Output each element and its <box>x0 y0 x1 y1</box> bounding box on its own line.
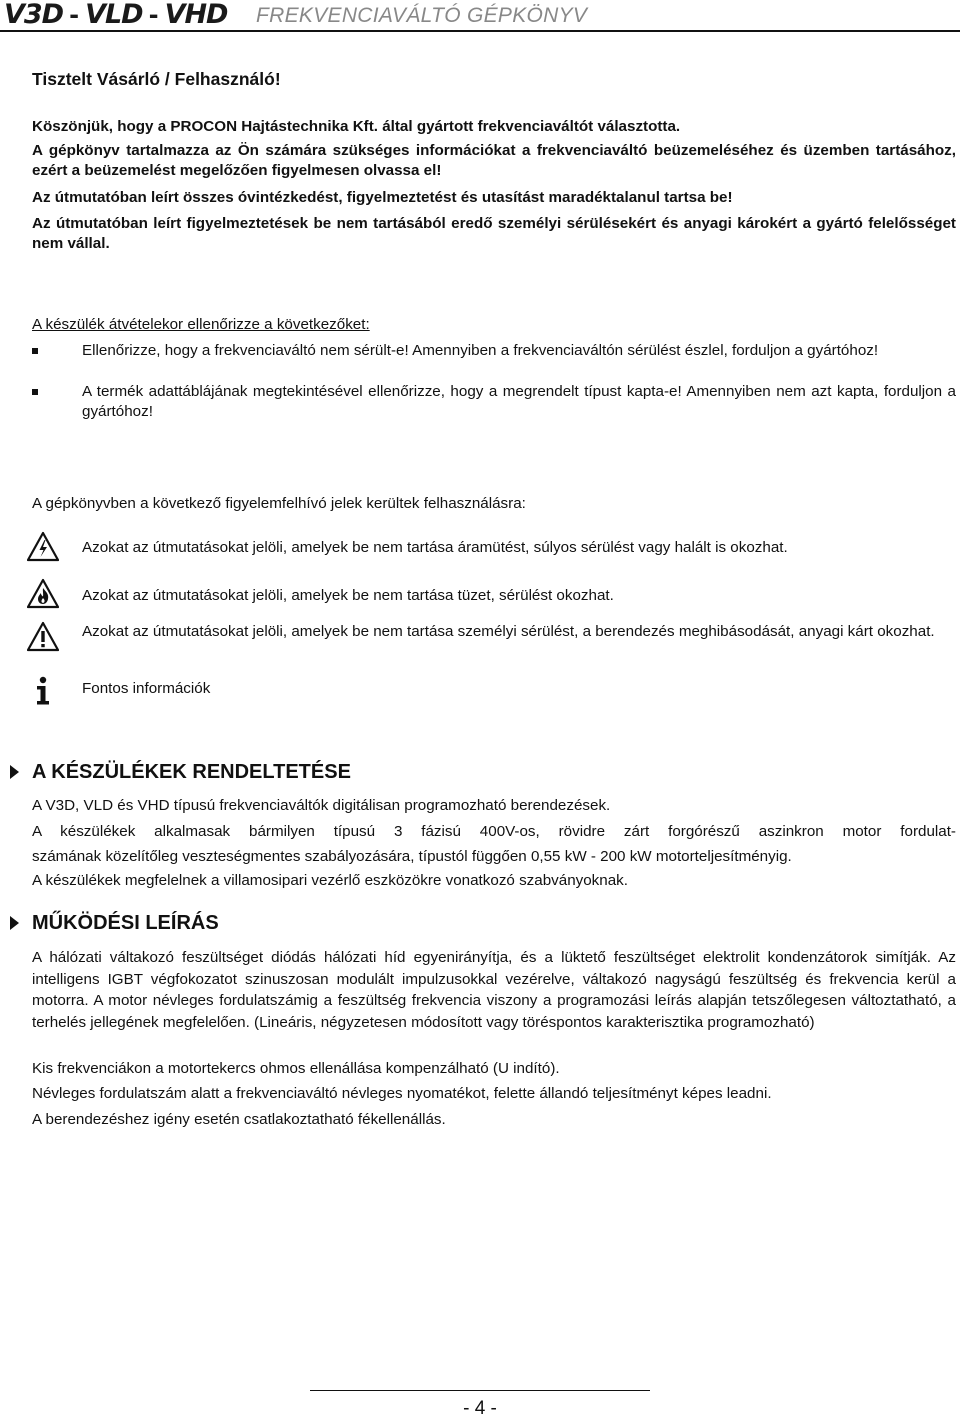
logo-vhd: VHD <box>164 0 228 30</box>
header-divider <box>0 30 960 32</box>
general-warning-icon <box>27 621 59 653</box>
section-arrow-icon <box>10 916 19 930</box>
fire-warning-icon <box>27 578 59 610</box>
purpose-paragraph-3: A készülékek megfelelnek a villamosipari vezérlő eszközökre vonatkozó szabványoknak. <box>32 872 628 889</box>
bullet-square <box>32 348 38 354</box>
intro-paragraph: A gépkönyv tartalmazza az Ön számára szükséges információkat a frekvenciaváltó beüzemeléséhez és üzemben tartásához, ezért a beüzemelést megelőzően figyelmesen olvassa el! <box>32 142 956 179</box>
operation-paragraph-4: A berendezéshez igény esetén csatlakoztatható fékellenállás. <box>32 1111 446 1128</box>
symbol-description: Azokat az útmutatásokat jelöli, amelyek be nem tartása személyi sérülést, a berendezés meghibásodását, anyagi kárt okozhat. <box>82 623 935 640</box>
electric-shock-warning-icon <box>27 531 59 563</box>
footer-divider <box>310 1390 650 1391</box>
operation-paragraph-2: Kis frekvenciákon a motortekercs ohmos ellenállása kompenzálható (U indító). <box>32 1060 560 1077</box>
liability-paragraph: Az útmutatóban leírt figyelmeztetések be nem tartásából eredő személyi sérülésekért és anyagi károkért a gyártó felelősséget nem vállal. <box>32 215 956 252</box>
symbol-description: Fontos információk <box>82 680 211 697</box>
operation-paragraph-3: Névleges fordulatszám alatt a frekvenciaváltó névleges nyomatékot, felette állandó teljesítményt képes leadni. <box>32 1085 772 1102</box>
section-title: A KÉSZÜLÉKEK RENDELTETÉSE <box>32 761 351 783</box>
warning-paragraph: Az útmutatóban leírt összes óvintézkedést, figyelmeztetést és utasítást maradéktalanul tartsa be! <box>32 189 733 206</box>
section-title: MŰKÖDÉSI LEÍRÁS <box>32 912 219 934</box>
thanks-paragraph: Köszönjük, hogy a PROCON Hajtástechnika Kft. által gyártott frekvenciaváltót választotta. <box>32 118 681 135</box>
operation-paragraph-1: A hálózati váltakozó feszültséget diódás hálózati híd egyenirányítja, és a lüktető feszültséget elektrolit kondenzátorok simítják. Az intelligens IGBT végfokozatot szinuszosan modulált impulzusokkal vezérelve, váltakozó nagyságú feszültség és frekvencia kerül a motorra. A motor névleges fordulatszámig a feszültség frekvencia viszony a programozási leírás alapján tetszőlegesen változtatható, a terhelés jellegének megfelelően. (Lineáris, négyzetesen módosított vagy töréspontos karakterisztika programozható) <box>32 949 956 1031</box>
list-item-text: A termék adattáblájának megtekintésével ellenőrizze, hogy a megrendelt típust kapta-e! Amennyiben nem azt kapta, forduljon a gyártóhoz! <box>82 383 956 420</box>
bullet-square <box>32 389 38 395</box>
logo-v3d: V3D <box>4 0 64 30</box>
document-title: FREKVENCIAVÁLTÓ GÉPKÖNYV <box>256 4 588 27</box>
page-number: - 4 - <box>463 1398 497 1419</box>
symbols-heading: A gépkönyvben a következő figyelemfelhívó jelek kerültek felhasználásra: <box>32 495 526 512</box>
receipt-heading: A készülék átvételekor ellenőrizze a következőket: <box>32 316 370 333</box>
info-icon <box>27 675 59 707</box>
list-item-text: Ellenőrizze, hogy a frekvenciaváltó nem sérült-e! Amennyiben a frekvenciaváltón sérülést észlel, forduljon a gyártóhoz! <box>82 342 879 359</box>
page-header <box>0 0 960 32</box>
symbol-description: Azokat az útmutatásokat jelöli, amelyek be nem tartása tüzet, sérülést okozhat. <box>82 587 614 604</box>
purpose-paragraph-2-line-2: számának közelítőleg veszteségmentes szabályozására, típustól függően 0,55 kW - 200 kW motorteljesítményig. <box>32 848 792 865</box>
purpose-paragraph-2-line-1: A készülékek alkalmasak bármilyen típusú 3 fázisú 400V-os, rövidre zárt forgórészű aszinkron motor fordulat- <box>32 823 956 840</box>
section-arrow-icon <box>10 765 19 779</box>
purpose-paragraph-1: A V3D, VLD és VHD típusú frekvenciaváltók digitálisan programozható berendezések. <box>32 797 611 814</box>
greeting-heading: Tisztelt Vásárló / Felhasználó! <box>32 69 281 89</box>
section-heading-operation <box>32 911 956 935</box>
section-heading-purpose <box>32 760 956 784</box>
logo-vld: VLD <box>85 0 143 30</box>
brand-logo: V3D - VLD - VHD <box>4 0 228 30</box>
symbol-description: Azokat az útmutatásokat jelöli, amelyek be nem tartása áramütést, súlyos sérülést vagy halált is okozhat. <box>82 539 788 556</box>
purpose-paragraph-2 <box>32 822 956 867</box>
